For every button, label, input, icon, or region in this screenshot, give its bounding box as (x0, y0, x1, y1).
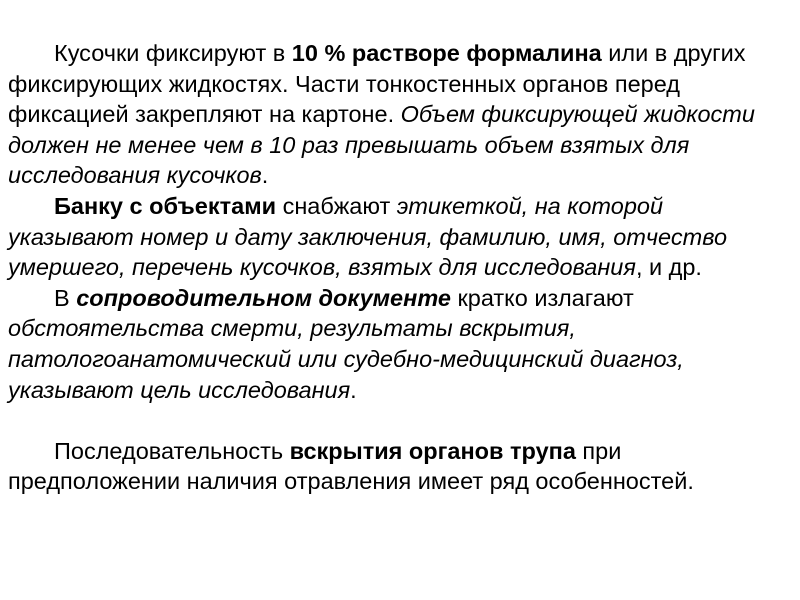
text-segment: или в других фиксирующих жидкостях. Части тонкостенных органов перед фиксацией закрепляют на картоне. (8, 40, 746, 128)
text-segment-italic: Объем фиксирующей жидкости должен не менее чем в 10 раз превышать объем взятых для исследования кусочков (8, 101, 755, 189)
text-segment: Последовательность (54, 437, 290, 464)
text-segment: . (350, 376, 357, 403)
text-segment: Кусочки фиксируют в (54, 40, 292, 66)
paragraph-jar-label (8, 191, 792, 283)
text-segment-bold-italic (76, 285, 451, 311)
text-segment-italic: этикеткой, на которой указывают номер и дату заключения, фамилию, имя, отчество умершего, перечень кусочков, взятых для исследования (8, 192, 728, 281)
paragraph-autopsy-sequence (8, 436, 792, 497)
text-segment-italic: обстоятельства смерти, результаты вскрытия, патологоанатомический или судебно-медицинский диагноз, указывают цель исследования (8, 315, 684, 403)
text-segment: В (54, 284, 77, 311)
paragraph-accompanying-document (8, 283, 792, 405)
paragraph-spacer (8, 405, 792, 436)
text-segment: при предположении наличия отравления имеет ряд особенностей. (8, 437, 694, 495)
text-segment-bold: вскрытия органов трупа (289, 437, 576, 464)
text-body (8, 38, 792, 497)
text-segment: . (261, 162, 269, 189)
text-segment-italic: сопроводительном документе (76, 284, 451, 311)
text-segment: кратко излагают (450, 284, 634, 311)
text-segment-bold: Банку с объектами (54, 192, 277, 219)
paragraph-fixation (8, 38, 792, 191)
text-segment-bold: 10 % растворе формалина (291, 40, 602, 66)
text-segment: снабжают (276, 192, 397, 219)
text-segment: , и др. (635, 254, 702, 281)
